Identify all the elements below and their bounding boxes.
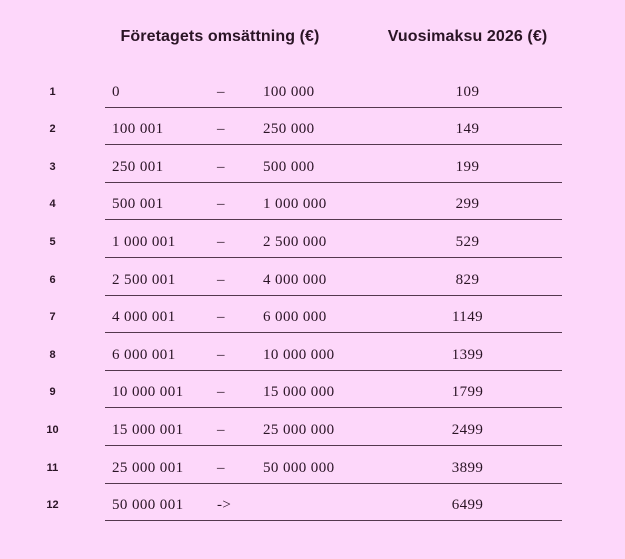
range-dash: – — [217, 346, 225, 363]
revenue-min: 500 001 — [112, 196, 164, 213]
revenue-max: 100 000 — [263, 83, 315, 100]
annual-fee: 1799 — [451, 384, 484, 401]
revenue-max: 25 000 000 — [263, 421, 335, 438]
revenue-min: 2 500 001 — [112, 271, 176, 288]
revenue-min: 4 000 001 — [112, 309, 176, 326]
range-dash: – — [217, 309, 225, 326]
annual-fee: 1399 — [451, 346, 484, 363]
revenue-max: 1 000 000 — [263, 196, 327, 213]
table-row — [0, 446, 625, 484]
range-dash: – — [217, 384, 225, 401]
range-dash: – — [217, 233, 225, 250]
table-row — [0, 258, 625, 296]
revenue-min: 100 001 — [112, 121, 164, 138]
row-number: 5 — [49, 235, 56, 248]
table-row — [0, 108, 625, 146]
row-number: 2 — [49, 123, 56, 136]
annual-fee: 3899 — [451, 459, 484, 476]
table-row — [0, 70, 625, 108]
table-row — [0, 333, 625, 371]
revenue-min: 0 — [112, 83, 120, 100]
range-dash: -> — [217, 497, 232, 514]
revenue-max — [256, 484, 373, 522]
table-row — [0, 408, 625, 446]
range-dash: – — [217, 459, 225, 476]
table-row — [0, 220, 625, 258]
revenue-min: 15 000 001 — [112, 421, 184, 438]
revenue-min: 6 000 001 — [112, 346, 176, 363]
table-row — [0, 484, 625, 522]
table-row — [0, 371, 625, 409]
row-number: 4 — [49, 198, 56, 211]
table-row — [0, 296, 625, 334]
range-dash: – — [217, 196, 225, 213]
row-number: 9 — [49, 386, 56, 399]
fee-column-header: Vuosimaksu 2026 (€) — [387, 28, 548, 45]
revenue-max: 250 000 — [263, 121, 315, 138]
row-number: 11 — [46, 461, 59, 474]
revenue-max: 4 000 000 — [263, 271, 327, 288]
revenue-max: 2 500 000 — [263, 233, 327, 250]
revenue-max: 6 000 000 — [263, 309, 327, 326]
table-row — [0, 145, 625, 183]
range-dash: – — [217, 121, 225, 138]
table-header — [0, 0, 625, 70]
revenue-column-header: Företagets omsättning (€) — [120, 28, 320, 45]
row-number: 8 — [49, 348, 56, 361]
revenue-min: 10 000 001 — [112, 384, 184, 401]
range-dash: – — [217, 271, 225, 288]
annual-fee: 2499 — [451, 421, 484, 438]
annual-fee: 529 — [455, 233, 480, 250]
annual-fee: 6499 — [451, 497, 484, 514]
row-number: 7 — [49, 311, 56, 324]
row-number: 1 — [49, 85, 56, 98]
annual-fee: 199 — [455, 158, 480, 175]
row-number: 3 — [49, 160, 56, 173]
range-dash: – — [217, 421, 225, 438]
revenue-max: 500 000 — [263, 158, 315, 175]
revenue-max: 10 000 000 — [263, 346, 335, 363]
row-number: 6 — [49, 273, 56, 286]
revenue-max: 15 000 000 — [263, 384, 335, 401]
revenue-min: 25 000 001 — [112, 459, 184, 476]
revenue-min: 1 000 001 — [112, 233, 176, 250]
annual-fee: 149 — [455, 121, 480, 138]
annual-fee: 109 — [455, 83, 480, 100]
table-row — [0, 183, 625, 221]
annual-fee: 1149 — [451, 309, 484, 326]
row-number: 12 — [46, 499, 59, 512]
annual-fee: 829 — [455, 271, 480, 288]
annual-fee: 299 — [455, 196, 480, 213]
range-dash: – — [217, 83, 225, 100]
revenue-min: 50 000 001 — [112, 497, 184, 514]
revenue-min: 250 001 — [112, 158, 164, 175]
revenue-max: 50 000 000 — [263, 459, 335, 476]
range-dash: – — [217, 158, 225, 175]
row-number: 10 — [46, 423, 59, 436]
